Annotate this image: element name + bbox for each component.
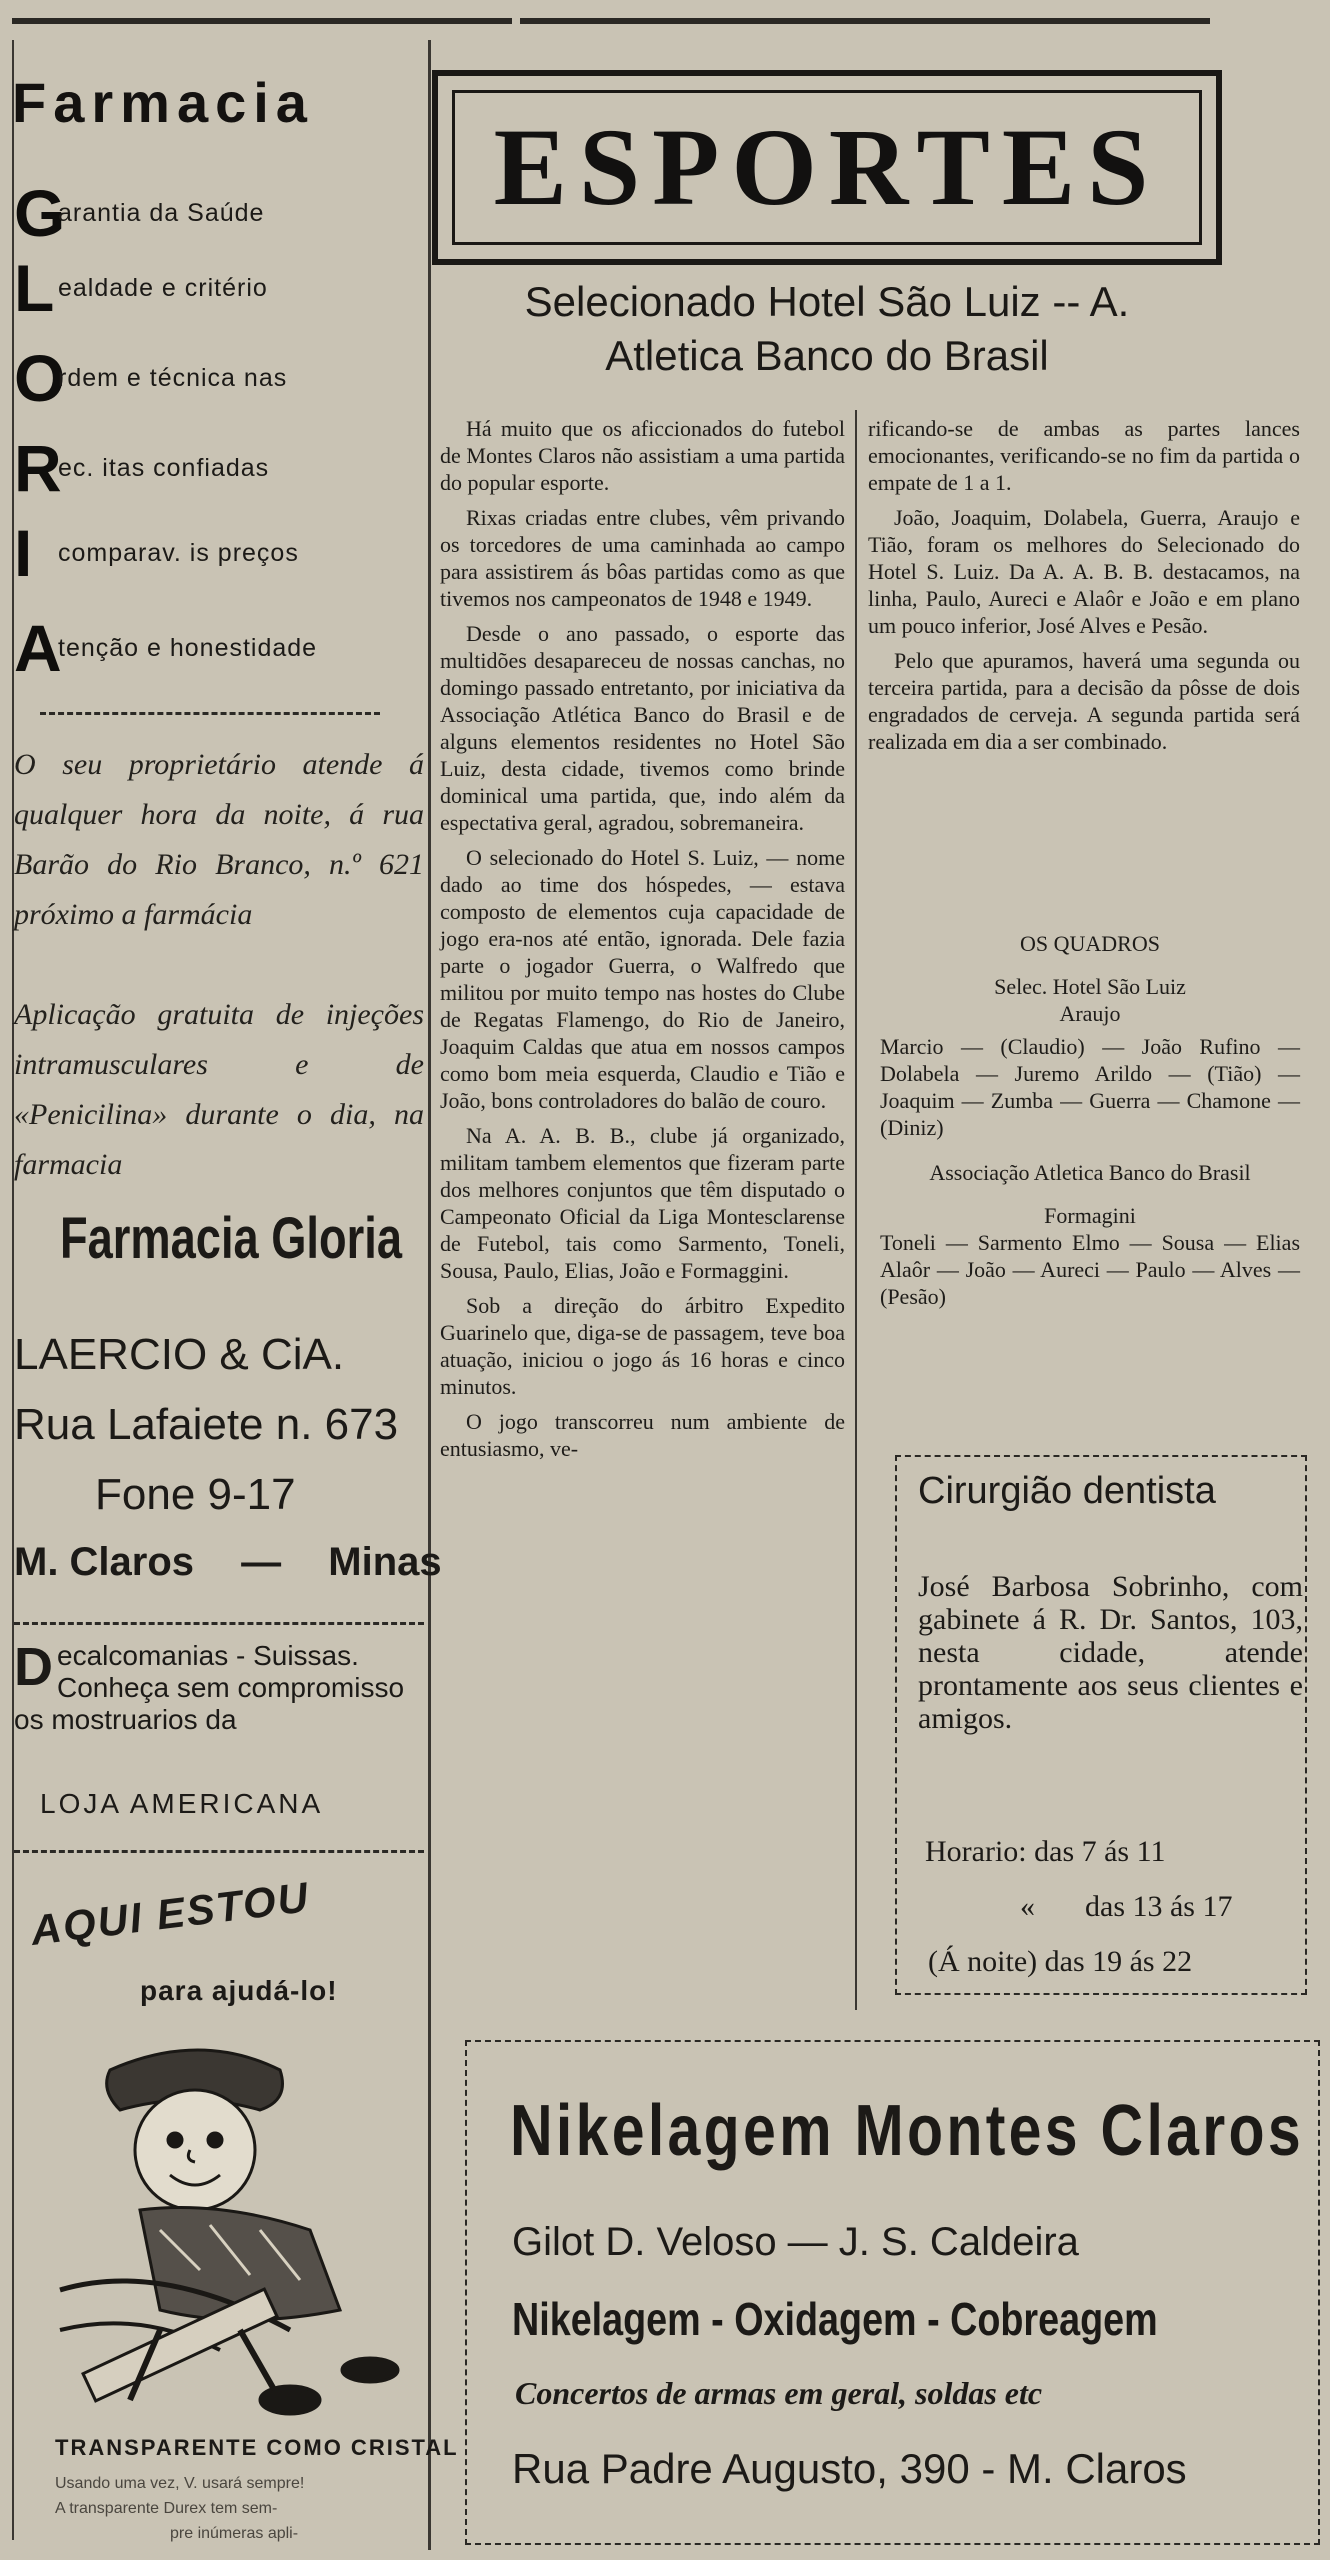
acrostic-letter: G (14, 176, 66, 250)
owner-text: O seu proprietário atende á qualquer hora da noite, á rua Barão do Rio Branco, n.º 621 próximo a farmácia (14, 748, 424, 931)
acrostic-letter: A (14, 611, 62, 685)
tape-ad-headline: AQUI ESTOU (28, 1873, 313, 1954)
nikelagem-owners: Gilot D. Veloso — J. S. Caldeira (512, 2220, 1079, 2264)
article-column-2 (868, 415, 1300, 763)
nikelagem-address: Rua Padre Augusto, 390 - M. Claros (512, 2445, 1187, 2492)
paragraph: Há muito que os aficcionados do futebol de Montes Claros não assistiam a uma partida do popular esporte. (440, 416, 845, 495)
acrostic-letter: O (14, 341, 66, 415)
acrostic-text: rdem e técnica nas (58, 363, 288, 392)
pharmacy-city (14, 1540, 442, 1585)
acrostic-row-3 (14, 340, 424, 420)
dentist-hours-2: das 13 ás 17 (1085, 1890, 1233, 1923)
acrostic-text: tenção e honestidade (58, 633, 318, 662)
city-right: Minas (328, 1540, 442, 1584)
dashed-divider (40, 712, 380, 715)
acrostic-row-4 (14, 430, 424, 510)
section-title: ESPORTES (493, 106, 1161, 228)
dentist-text: José Barbosa Sobrinho, com gabinete á R. Dr. Santos, 103, nesta cidade, atende prontamente aos seus clientes e amigos. (918, 1570, 1303, 1735)
acrostic-letter: L (14, 251, 55, 325)
team1-name: Selec. Hotel São Luiz (994, 974, 1186, 999)
acrostic-letter: R (14, 431, 62, 505)
tape-ad-slogan: TRANSPARENTE COMO CRISTAL (55, 2435, 459, 2460)
paragraph: Rixas criadas entre clubes, vêm privando os torcedores de uma caminhada ao campo para assistirem ás bôas partidas como as que tivemos nos campeonatos de 1948 e 1949. (440, 505, 845, 611)
loja-ad-text (14, 1637, 414, 1736)
team1-sub: Araujo (1059, 1001, 1121, 1026)
paragraph: Na A. A. B. B., clube já organizado, militam tambem elementos que fizeram parte dos melhores conjuntos que têm disputado o Campeonato Oficial da Liga Montesclarense de Futebol, tais como Sarmento, Toneli, Sousa, Paulo, Elias, João e Formaggini. (440, 1123, 845, 1283)
dentist-ditto: « (1020, 1890, 1035, 1923)
pharmacy-phone: Fone 9-17 (95, 1470, 296, 1519)
pharmacy-title: Farmacia (12, 71, 314, 134)
dashed-divider (14, 1850, 424, 1853)
acrostic-row-1 (14, 175, 424, 255)
pharmacy-address: Rua Lafaiete n. 673 (14, 1400, 399, 1449)
dentist-title: Cirurgião dentista (918, 1470, 1216, 1512)
acrostic-letter: I (14, 516, 33, 590)
paragraph: rificando-se de ambas as partes lances emocionantes, verificando-se no fim da partida o empate de 1 a 1. (868, 416, 1300, 495)
acrostic-row-6 (14, 610, 424, 690)
team2-name: Associação Atletica Banco do Brasil (929, 1160, 1251, 1185)
team2-players: Toneli — Sarmento Elmo — Sousa — Elias Alaôr — João — Aureci — Paulo — Alves — (Pesão) (880, 1230, 1300, 1309)
paragraph: Desde o ano passado, o esporte das multidões desapareceu de nossas canchas, no domingo passado entretanto, por iniciativa da Associação Atlética Banco do Brasil e de alguns elementos residentes no Hotel São Luiz, desta cidade, tivemos como brinde dominical uma partida, que, indo além da espectativa geral, agradou, sobremaneira. (440, 621, 845, 835)
pharmacy-name: Farmacia Gloria (60, 1206, 402, 1271)
loja-ad-initial: D (14, 1637, 53, 1697)
column-rule-middle (855, 410, 857, 2010)
acrostic-text: ealdade e critério (58, 273, 268, 302)
city-dash: — (241, 1540, 282, 1584)
article-headline-line-1: Selecionado Hotel São Luiz -- A. (524, 278, 1130, 325)
tape-ad-subline: para ajudá-lo! (140, 1975, 338, 2006)
tape-ad-small-2: A transparente Durex tem sem- (55, 2500, 278, 2517)
acrostic-text: arantia da Saúde (58, 198, 265, 227)
acrostic-row-2 (14, 250, 424, 330)
top-rule-left (12, 18, 512, 24)
dentist-hours-1: Horario: das 7 ás 11 (925, 1835, 1166, 1868)
boy-illustration (40, 2030, 440, 2430)
tape-ad-small-3: pre inúmeras apli- (170, 2525, 299, 2542)
city-left: M. Claros (14, 1540, 195, 1584)
tape-ad-small-1: Usando uma vez, V. usará sempre! (55, 2475, 305, 2492)
paragraph: O selecionado do Hotel S. Luiz, — nome dado ao time dos hóspedes, — estava composto de elementos cuja capacidade de jogo era-nos até então, ignorada. Dele fazia parte o jogador Guerra, o Walfredo que militou por muito tempo nas hostes do Clube de Regatas Flamengo, do Rio de Janeiro, Joaquim Caldas que atua em nossos campos como bom meia esquerda, Claudio e Tião e João, bons controladores do balão de couro. (440, 845, 845, 1113)
acrostic-text: comparav. is preços (58, 538, 299, 567)
pharmacy-company: LAERCIO & CiA. (14, 1330, 345, 1379)
paragraph: O jogo transcorreu num ambiente de entusiasmo, ve- (440, 1409, 845, 1461)
acrostic-text: ec. itas confiadas (58, 453, 270, 482)
injection-text: Aplicação gratuita de injeções intramusculares e de «Penicilina» durante o dia, na farmacia (14, 998, 424, 1181)
paragraph: Pelo que apuramos, haverá uma segunda ou terceira partida, para a decisão da pôsse de dois engradados de cerveja. A segunda partida será realizada em dia a ser combinado. (868, 648, 1300, 754)
top-rule-right (520, 18, 1210, 24)
paragraph: Sob a direção do árbitro Expedito Guarinelo que, diga-se de passagem, teve boa atuação, iniciou o jogo ás 16 horas e cinco minutos. (440, 1293, 845, 1399)
lineups-title: OS QUADROS (1020, 931, 1160, 956)
esportes-frame-inner (452, 90, 1202, 245)
dashed-divider (14, 1622, 424, 1625)
lineups (880, 930, 1300, 1310)
nikelagem-services: Nikelagem - Oxidagem - Cobreagem (512, 2293, 1158, 2345)
team2-sub: Formagini (1044, 1203, 1136, 1228)
article-column-1 (440, 415, 845, 1470)
acrostic-row-5 (14, 515, 424, 595)
article-headline-line-2: Atletica Banco do Brasil (605, 332, 1049, 379)
nikelagem-concertos: Concertos de armas em geral, soldas etc (515, 2375, 1043, 2411)
loja-ad-body: ecalcomanias - Suissas. Conheça sem compromisso os mostruarios da (14, 1640, 405, 1735)
paragraph: João, Joaquim, Dolabela, Guerra, Araujo e Tião, foram os melhores do Selecionado do Hotel S. Luiz. Da A. A. B. B. destacamos, na linha, Paulo, Aureci e Alaôr e João e em plano um pouco inferior, José Alves e Pesão. (868, 505, 1300, 638)
loja-ad-store: LOJA AMERICANA (40, 1788, 324, 1819)
team1-players: Marcio — (Claudio) — João Rufino — Dolabela — Juremo Arildo — (Tião) — Joaquim — Zumba — Guerra — Chamone — (Diniz) (880, 1034, 1300, 1140)
nikelagem-title: Nikelagem Montes Claros (510, 2091, 1304, 2171)
dentist-hours-3: (Á noite) das 19 ás 22 (928, 1945, 1193, 1978)
